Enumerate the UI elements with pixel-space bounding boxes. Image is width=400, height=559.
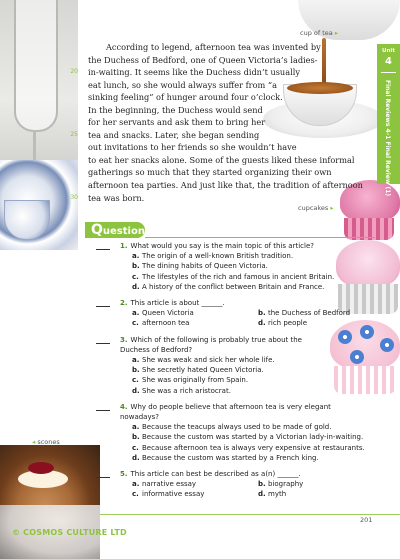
option-text: The dining habits of Queen Victoria.	[142, 262, 268, 271]
page-number: 201	[360, 516, 373, 524]
passage-text: In the beginning, the Duchess would send	[88, 104, 263, 115]
option-letter: b.	[258, 480, 266, 489]
passage-line	[88, 154, 378, 167]
passage-text: afternoon tea parties. And just like that, the tradition of afternoon	[88, 180, 363, 191]
answer-blank[interactable]	[96, 343, 110, 344]
questions-heading-initial: Q	[91, 222, 103, 238]
answer-options	[96, 355, 376, 396]
footer-rule	[100, 514, 400, 515]
answer-option	[132, 251, 376, 261]
china-cup-photo	[4, 200, 50, 240]
answer-option	[132, 422, 376, 432]
option-text: She was a rich aristocrat.	[142, 386, 231, 395]
answer-option	[132, 453, 376, 463]
answer-option	[132, 261, 376, 271]
answer-blank[interactable]	[96, 410, 110, 411]
option-letter: c.	[132, 272, 139, 281]
option-text: narrative essay	[142, 480, 197, 489]
answer-option	[132, 432, 376, 442]
question-text: Which of the following is probably true about the	[130, 335, 302, 344]
option-letter: d.	[258, 319, 266, 328]
question-3	[96, 335, 376, 396]
option-letter: a.	[132, 309, 140, 318]
question-number: 2.	[120, 299, 128, 308]
question-stem	[96, 335, 376, 355]
answer-option	[132, 365, 376, 375]
answer-blank[interactable]	[96, 477, 110, 478]
reading-passage	[70, 41, 378, 204]
option-letter: b.	[132, 366, 140, 375]
question-1	[96, 241, 376, 292]
flower-icon	[380, 338, 394, 352]
option-text: Because afternoon tea is always very expensive at restaurants.	[142, 443, 365, 452]
question-text: Why do people believe that afternoon tea is very elegant	[130, 402, 331, 411]
questions-heading-rest: uestions	[102, 226, 151, 237]
passage-text: tea was born.	[88, 192, 145, 203]
question-stem	[96, 298, 376, 308]
answer-options	[96, 251, 376, 292]
option-text: rich people	[268, 319, 308, 328]
line-number: 20	[70, 68, 78, 76]
option-letter: c.	[132, 376, 139, 385]
answer-blank[interactable]	[96, 249, 110, 250]
questions-heading	[85, 222, 151, 238]
unit-side-tab	[377, 44, 400, 197]
question-text-continued: Duchess of Bedford?	[120, 345, 193, 354]
option-letter: a.	[132, 356, 140, 365]
question-number: 3.	[120, 335, 128, 344]
answer-option	[132, 443, 376, 453]
line-number: 25	[70, 130, 78, 138]
question-text: This article is about ______.	[130, 299, 225, 308]
questions-list	[96, 241, 376, 506]
passage-text: eat lunch, so she would always suffer from “a	[88, 79, 277, 90]
option-letter: a.	[132, 423, 140, 432]
passage-text: out invitations to her friends so she wouldn’t have	[88, 142, 297, 153]
question-text: What would you say is the main topic of this article?	[130, 242, 314, 250]
passage-text: tea and snacks. Later, she began sending	[88, 129, 260, 140]
answer-options	[96, 422, 376, 463]
option-letter: b.	[132, 262, 140, 271]
question-2	[96, 298, 376, 329]
option-text: myth	[268, 490, 287, 499]
option-text: Because the custom was started by a French king.	[142, 453, 319, 462]
passage-line	[88, 179, 378, 192]
option-letter: b.	[258, 309, 266, 318]
unit-number: 4	[385, 56, 392, 67]
passage-text: gatherings so much that they started organizing their own	[88, 167, 332, 178]
copyright-notice: © COSMOS CULTURE LTD	[12, 528, 127, 537]
answer-options	[96, 308, 376, 328]
answer-blank[interactable]	[96, 306, 110, 307]
question-number: 5.	[120, 470, 128, 479]
heading-rule	[145, 237, 375, 238]
passage-line	[70, 66, 378, 79]
option-letter: d.	[132, 386, 140, 395]
answer-option	[258, 318, 378, 328]
answer-option	[132, 489, 258, 499]
passage-line	[88, 41, 378, 54]
option-text: biography	[268, 480, 304, 489]
option-letter: d.	[132, 282, 140, 291]
passage-line	[88, 79, 378, 92]
option-letter: c.	[132, 490, 139, 499]
caption-cupcakes: cupcakes ▸	[298, 204, 334, 212]
option-text: She was originally from Spain.	[142, 376, 249, 385]
passage-line	[88, 166, 378, 179]
passage-text: According to legend, afternoon tea was invented by	[106, 42, 321, 52]
passage-text: in-waiting. It seems like the Duchess didn’t usually	[88, 67, 300, 78]
line-number: 30	[70, 193, 78, 201]
answer-option	[132, 308, 258, 318]
question-4	[96, 402, 376, 463]
option-text: She was weak and sick her whole life.	[142, 356, 275, 365]
question-text-continued: nowadays?	[120, 413, 159, 422]
jam	[28, 462, 54, 474]
answer-option	[132, 272, 376, 282]
question-stem	[96, 402, 376, 422]
answer-option	[132, 386, 376, 396]
passage-line	[70, 129, 378, 142]
option-text: She secretly hated Queen Victoria.	[142, 366, 264, 375]
option-letter: b.	[132, 433, 140, 442]
caption-scones: ◂ scones	[32, 438, 60, 446]
passage-line	[88, 104, 378, 117]
option-letter: a.	[132, 252, 140, 261]
answer-option	[132, 282, 376, 292]
option-text: Because the custom was started by a Victorian lady-in-waiting.	[142, 433, 364, 442]
passage-text: sinking feeling” of hunger around four o’clock.	[88, 92, 283, 103]
option-letter: a.	[132, 480, 140, 489]
answer-option	[132, 375, 376, 385]
passage-line	[70, 192, 378, 205]
option-text: afternoon tea	[142, 319, 190, 328]
option-text: Queen Victoria	[142, 309, 194, 318]
question-number: 4.	[120, 402, 128, 411]
question-number: 1.	[120, 242, 128, 250]
option-letter: c.	[132, 443, 139, 452]
question-stem	[96, 241, 376, 251]
tab-divider	[381, 72, 396, 73]
section-title: Final Reviews 4-1 Final Review (1)	[384, 80, 391, 197]
option-text: informative essay	[142, 490, 205, 499]
passage-text: for her servants and ask them to bring her	[88, 117, 266, 128]
passage-line	[88, 116, 378, 129]
answer-option	[258, 308, 378, 318]
option-letter: d.	[132, 453, 140, 462]
question-5	[96, 469, 376, 500]
answer-option	[258, 479, 378, 489]
answer-options	[96, 479, 376, 499]
option-text: Because the teacups always used to be made of gold.	[142, 423, 332, 432]
answer-option	[132, 355, 376, 365]
option-letter: c.	[132, 319, 139, 328]
option-text: The lifestyles of the rich and famous in ancient Britain.	[142, 272, 335, 281]
question-stem	[96, 469, 376, 479]
option-text: A history of the conflict between Britain and France.	[142, 282, 325, 291]
caption-cup-of-tea: cup of tea ▸	[300, 29, 339, 37]
passage-line	[88, 91, 378, 104]
passage-text: to eat her snacks alone. Some of the guests liked these informal	[88, 154, 355, 165]
answer-option	[258, 489, 378, 499]
passage-line	[88, 54, 378, 67]
option-letter: d.	[258, 490, 266, 499]
passage-text: the Duchess of Bedford, one of Queen Victoria’s ladies-	[88, 54, 318, 65]
answer-option	[132, 318, 258, 328]
option-text: The origin of a well-known British tradition.	[142, 252, 294, 261]
unit-label: Unit	[382, 48, 395, 54]
passage-line	[88, 141, 378, 154]
option-text: the Duchess of Bedford	[268, 309, 351, 318]
question-text: This article can best be described as a(n) ______.	[130, 470, 301, 479]
answer-option	[132, 479, 258, 489]
